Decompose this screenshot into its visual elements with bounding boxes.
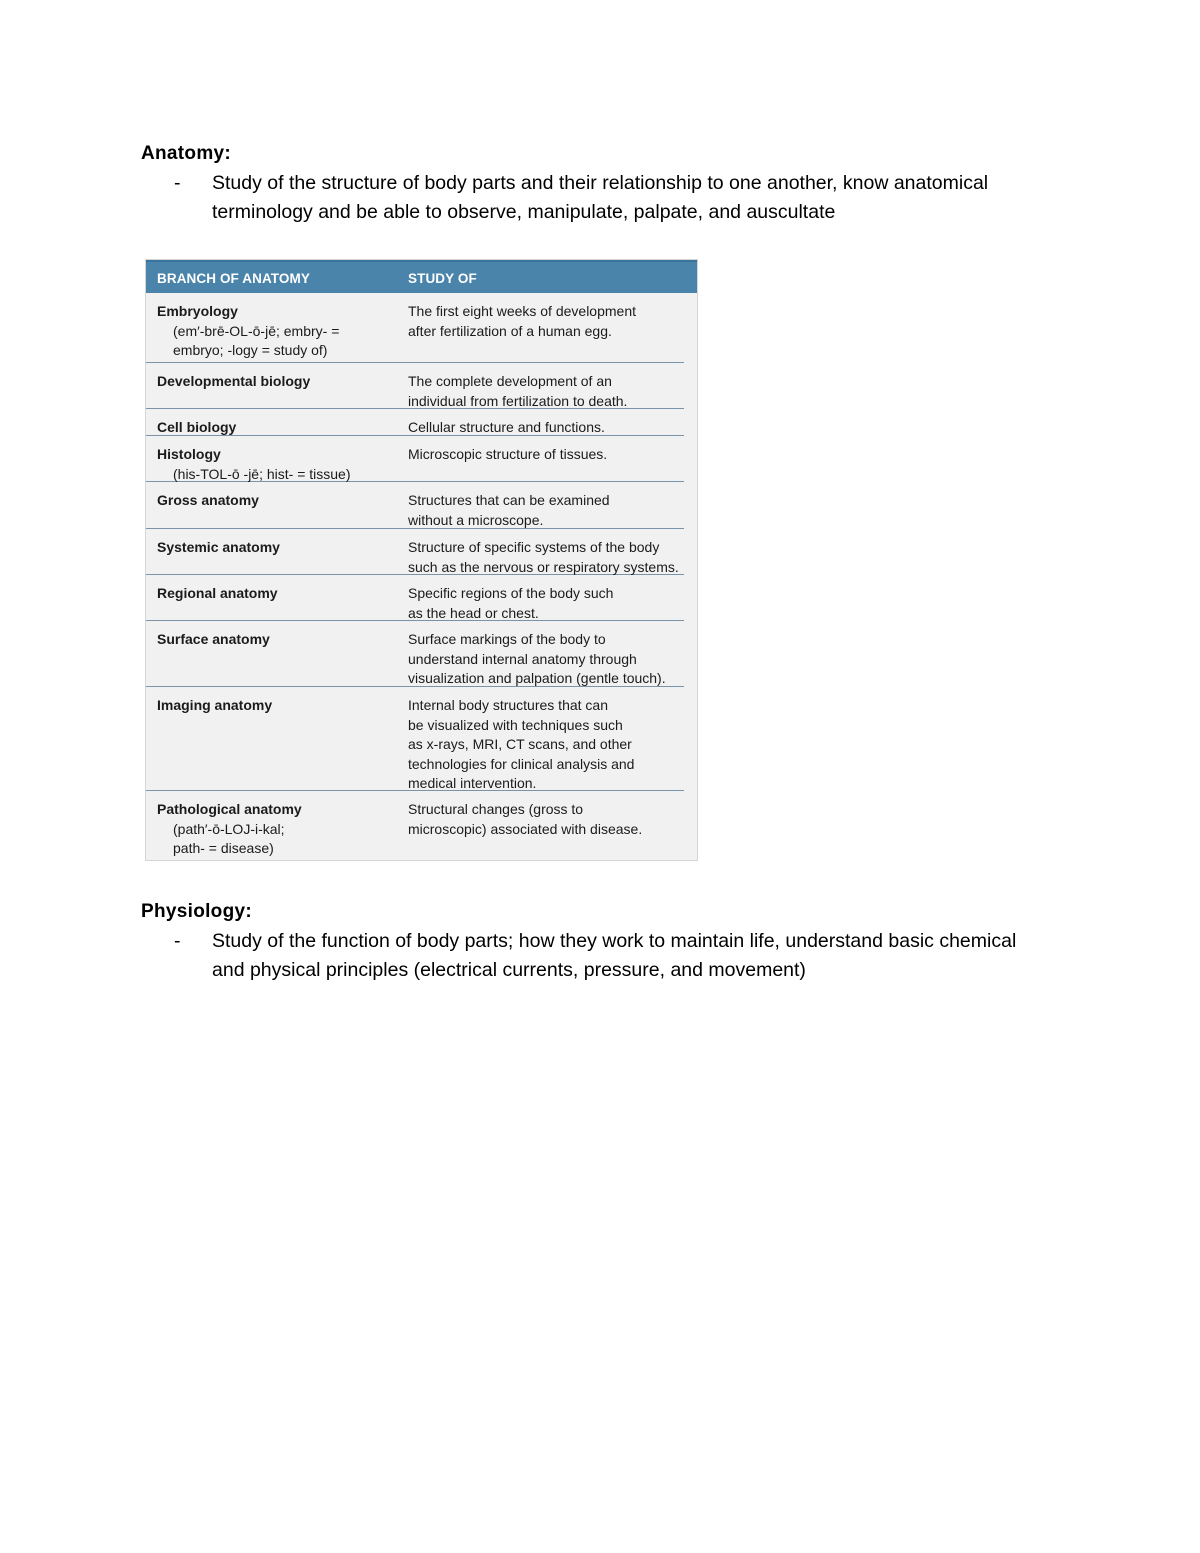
branch-cell: [157, 630, 397, 650]
physiology-definition: Study of the function of body parts; how they work to maintain life, understand basic chemical and physical principles (electrical currents, pressure, and movement): [212, 930, 1017, 981]
branch-name: Systemic anatomy: [157, 539, 280, 555]
study-line: technologies for clinical analysis and: [408, 755, 635, 772]
anatomy-heading: Anatomy:: [141, 143, 232, 164]
physiology-bullet: [174, 927, 1034, 985]
branch-cell: [157, 584, 397, 604]
branch-cell: [157, 538, 397, 558]
study-line: Cellular structure and functions.: [408, 419, 605, 435]
branch-name: Cell biology: [157, 419, 237, 435]
study-cell: [408, 491, 688, 530]
branch-cell: [157, 696, 397, 716]
table-header: [146, 260, 697, 293]
study-line: understand internal anatomy through: [408, 650, 637, 667]
study-cell: [408, 302, 688, 341]
branch-name: Pathological anatomy: [157, 801, 302, 817]
table-row: [146, 363, 684, 409]
study-cell: [408, 800, 688, 839]
study-line: microscopic) associated with disease.: [408, 820, 643, 837]
study-line: be visualized with techniques such: [408, 716, 623, 733]
branch-pronunciation: (his-TOL-ō -jē; hist- = tissue): [173, 465, 351, 482]
study-line: as x-rays, MRI, CT scans, and other: [408, 736, 632, 752]
branch-pronunciation: path- = disease): [173, 840, 274, 856]
branch-cell: [157, 302, 397, 361]
table-row: [146, 621, 684, 687]
study-line: without a microscope.: [408, 511, 544, 528]
study-line: Surface markings of the body to: [408, 631, 606, 647]
table-row: [146, 791, 684, 861]
anatomy-definition: Study of the structure of body parts and their relationship to one another, know anatomical terminology and be able to observe, manipulate, palpate, and auscultate: [212, 172, 989, 223]
table-row: [146, 409, 684, 436]
branch-name: Regional anatomy: [157, 585, 278, 601]
study-line: The complete development of an: [408, 373, 612, 389]
branch-name: Developmental biology: [157, 373, 311, 389]
physiology-heading: Physiology:: [141, 901, 252, 922]
table-row: [146, 575, 684, 621]
table-row: [146, 687, 684, 791]
bullet-dash: -: [174, 930, 181, 952]
study-line: medical intervention.: [408, 775, 537, 791]
study-cell: [408, 630, 688, 689]
branch-pronunciation: (path′-ō-LOJ-i-kal;: [173, 820, 285, 837]
study-cell: [408, 445, 688, 465]
study-line: Structural changes (gross to: [408, 801, 584, 817]
table-row: [146, 436, 684, 482]
study-line: Structures that can be examined: [408, 492, 610, 508]
study-cell: [408, 584, 688, 623]
study-line: individual from fertilization to death.: [408, 392, 628, 409]
table-row: [146, 482, 684, 529]
study-line: Internal body structures that can: [408, 697, 608, 713]
branch-pronunciation: (em′-brē-OL-ō-jē; embry- =: [173, 322, 340, 339]
branch-cell: [157, 491, 397, 511]
branch-pronunciation: embryo; -logy = study of): [173, 342, 328, 358]
study-line: as the head or chest.: [408, 604, 539, 621]
branch-cell: [157, 372, 397, 392]
study-line: visualization and palpation (gentle touch).: [408, 670, 666, 686]
branch-cell: [157, 418, 397, 438]
study-line: after fertilization of a human egg.: [408, 322, 612, 339]
branch-cell: [157, 445, 397, 484]
anatomy-bullet: [174, 169, 1034, 227]
study-cell: [408, 696, 688, 794]
branch-name: Gross anatomy: [157, 492, 259, 508]
bullet-dash: -: [174, 172, 181, 194]
study-line: Specific regions of the body such: [408, 585, 614, 601]
branch-name: Histology: [157, 446, 221, 462]
study-line: such as the nervous or respiratory systems.: [408, 558, 679, 575]
table-row: [146, 293, 684, 363]
branch-cell: [157, 800, 397, 859]
study-line: Microscopic structure of tissues.: [408, 446, 608, 462]
study-cell: [408, 372, 688, 411]
branch-name: Embryology: [157, 303, 238, 319]
study-cell: [408, 418, 688, 438]
branch-name: Surface anatomy: [157, 631, 270, 647]
header-branch-of-anatomy: BRANCH OF ANATOMY: [157, 271, 310, 286]
study-line: The first eight weeks of development: [408, 303, 637, 319]
branch-name: Imaging anatomy: [157, 697, 273, 713]
anatomy-branches-table: [145, 259, 698, 861]
table-row: [146, 529, 684, 575]
study-cell: [408, 538, 688, 577]
header-study-of: STUDY OF: [408, 271, 477, 286]
study-line: Structure of specific systems of the body: [408, 539, 660, 555]
